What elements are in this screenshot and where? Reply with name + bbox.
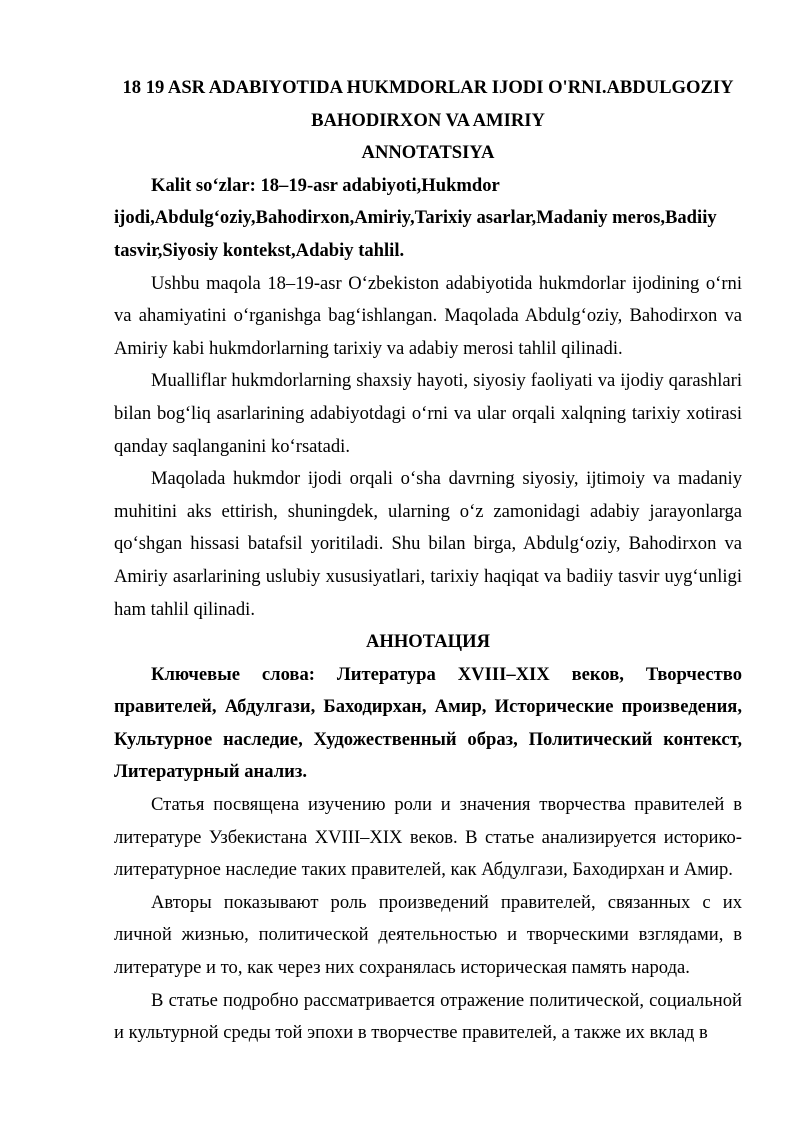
- ru-paragraph-1: Статья посвящена изучению роли и значения творчества правителей в литературе Узбекистана XVIII–XIX веков. В статье анализируется историко-литературное наследие таких правителей, как Абдулгази, Баходирхан и Амир.: [114, 794, 742, 881]
- uz-paragraph-2: Mualliflar hukmdorlarning shaxsiy hayoti, siyosiy faoliyati va ijodiy qarashlari bilan bog‘liq asarlarining adabiyotdagi o‘rni va ular orqali xalqning tarixiy xotirasi qanday saqlanganini ko‘rsatadi.: [114, 370, 742, 457]
- uz-annotation-heading: ANNOTATSIYA: [361, 142, 495, 164]
- uz-paragraph-1: Ushbu maqola 18–19-asr O‘zbekiston adabiyotida hukmdorlar ijodining o‘rni va ahamiyatini o‘rganishga bag‘ishlangan. Maqolada Abdulg‘oziy, Bahodirxon va Amiriy kabi hukmdorlarning tarixiy va adabiy merosi tahlil qilinadi.: [114, 272, 742, 359]
- uz-paragraph-3: Maqolada hukmdor ijodi orqali o‘sha davrning siyosiy, ijtimoiy va madaniy muhitini aks ettirish, shuningdek, ularning o‘z zamonidagi adabiy jarayonlarga qo‘shgan hissasi batafsil yoritiladi. Shu bilan birga, Abdulg‘oziy, Bahodirxon va Amiriy asarlarining uslubiy xususiyatlari, tarixiy haqiqat va badiiy tasvir uyg‘unligi ham tahlil qilinadi.: [114, 468, 742, 620]
- uz-keywords: Kalit so‘zlar: 18–19-asr adabiyoti,Hukmdor ijodi,Abdulg‘oziy,Bahodirxon,Amiriy,Tarixiy asarlar,Madaniy meros,Badiiy tasvir,Siyosiy kontekst,Adabiy tahlil.: [114, 174, 717, 261]
- ru-paragraph-3: В статье подробно рассматривается отражение политической, социальной и культурной среды той эпохи в творчестве правителей, а также их вклад в: [114, 989, 742, 1044]
- ru-annotation-heading: АННОТАЦИЯ: [365, 631, 491, 653]
- ru-paragraph-2: Авторы показывают роль произведений правителей, связанных с их личной жизнью, политической деятельностью и творческими взглядами, в литературе и то, как через них сохранялась историческая память народа.: [114, 891, 742, 979]
- document-body: [114, 72, 742, 1050]
- ru-keywords: Ключевые слова: Литература XVIII–XIX веков, Творчество правителей, Абдулгази, Баходирхан, Амир, Исторические произведения, Культурное наследие, Художественный образ, Политический контекст, Литературный анализ.: [114, 663, 742, 783]
- article-title: 18 19 ASR ADABIYOTIDA HUKMDORLAR IJODI O'RNI.ABDULGOZIY BAHODIRXON VA AMIRIY: [122, 77, 734, 131]
